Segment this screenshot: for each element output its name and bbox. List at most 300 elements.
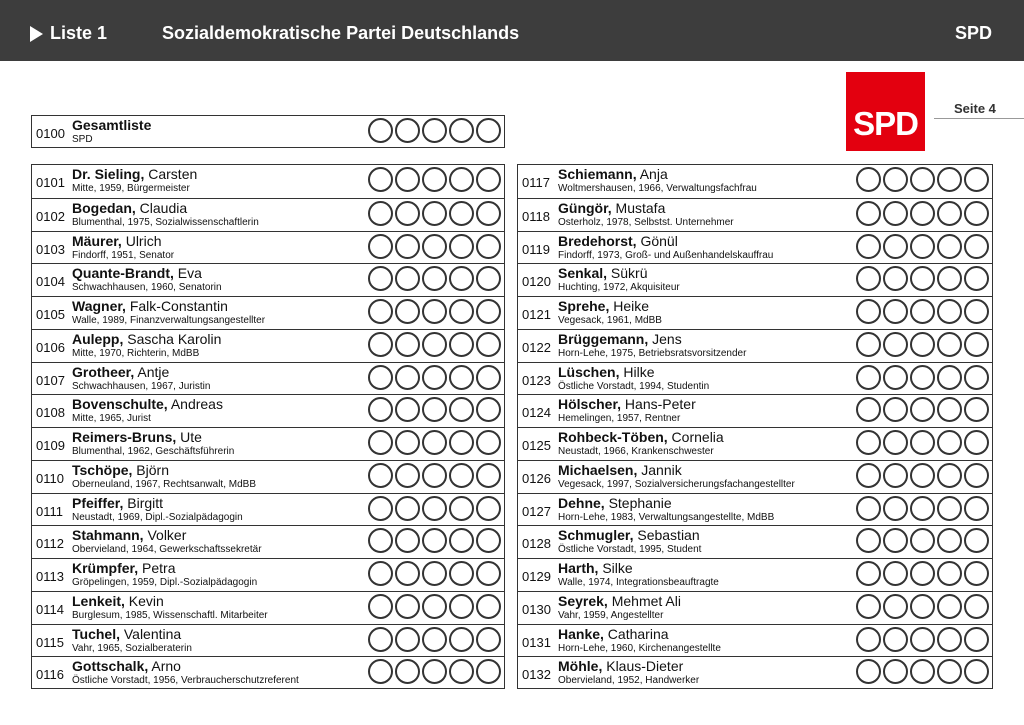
vote-circle[interactable] [449, 118, 474, 143]
candidate-name [72, 364, 169, 380]
vote-circles [368, 561, 501, 586]
candidate-number: 0107 [36, 372, 65, 388]
vote-circle[interactable] [476, 463, 501, 488]
vote-circle[interactable] [476, 118, 501, 143]
vote-circle[interactable] [856, 167, 881, 192]
vote-circle[interactable] [910, 167, 935, 192]
candidate-last-name: Lüschen, [558, 363, 620, 380]
vote-circles [856, 397, 989, 422]
vote-circle[interactable] [368, 659, 393, 684]
candidate-row [32, 427, 504, 460]
candidate-row [518, 231, 992, 264]
vote-circle[interactable] [910, 463, 935, 488]
vote-circle[interactable] [395, 561, 420, 586]
vote-circle[interactable] [964, 627, 989, 652]
candidate-last-name: Quante-Brandt, [72, 265, 174, 282]
candidate-name [72, 429, 202, 445]
candidate-last-name: Hölscher, [558, 396, 622, 413]
candidate-number: 0105 [36, 307, 65, 322]
vote-circle[interactable] [395, 332, 420, 357]
vote-circles [368, 528, 501, 553]
candidate-number: 0130 [522, 601, 551, 617]
vote-circle[interactable] [449, 201, 474, 226]
candidate-name [72, 265, 202, 281]
vote-circles [856, 266, 989, 291]
vote-circle[interactable] [395, 463, 420, 488]
vote-circle[interactable] [937, 299, 962, 324]
candidate-first-name: Gönül [636, 232, 678, 249]
vote-circle[interactable] [910, 266, 935, 291]
candidate-row [518, 427, 992, 460]
vote-circle[interactable] [937, 167, 962, 192]
vote-circle[interactable] [937, 365, 962, 390]
vote-circle[interactable] [368, 594, 393, 619]
candidate-last-name: Reimers-Bruns, [72, 429, 177, 445]
candidate-first-name: Kevin [124, 592, 164, 609]
vote-circle[interactable] [422, 496, 447, 521]
candidate-last-name: Krümpfer, [72, 560, 139, 576]
vote-circle[interactable] [964, 365, 989, 390]
vote-circle[interactable] [449, 561, 474, 586]
candidate-name [558, 527, 700, 543]
vote-circle[interactable] [856, 561, 881, 586]
candidate-first-name: Hilke [619, 363, 655, 380]
page-label-divider [934, 118, 1024, 119]
vote-circle[interactable] [883, 463, 908, 488]
candidate-name [72, 166, 197, 182]
vote-circle[interactable] [476, 234, 501, 259]
vote-circle[interactable] [422, 430, 447, 455]
vote-circle[interactable] [449, 496, 474, 521]
vote-circle[interactable] [964, 299, 989, 324]
vote-circle[interactable] [856, 234, 881, 259]
candidate-number: 0103 [36, 241, 65, 257]
vote-circles [368, 496, 501, 521]
candidate-row [518, 263, 992, 296]
page-label: Seite 4 [954, 101, 996, 116]
candidate-number: 0104 [36, 274, 65, 290]
candidate-name [558, 233, 678, 249]
vote-circle[interactable] [964, 496, 989, 521]
vote-circle[interactable] [910, 332, 935, 357]
vote-circle[interactable] [422, 528, 447, 553]
vote-circle[interactable] [368, 201, 393, 226]
candidate-row [518, 558, 992, 591]
vote-circle[interactable] [422, 397, 447, 422]
candidate-name [72, 298, 228, 314]
candidate-number: 0117 [522, 175, 550, 190]
vote-circles [368, 397, 501, 422]
vote-circle[interactable] [449, 397, 474, 422]
vote-circle[interactable] [856, 201, 881, 226]
vote-circle[interactable] [395, 201, 420, 226]
candidate-row [32, 296, 504, 329]
candidate-detail: Osterholz, 1978, Selbstst. Unternehmer [558, 216, 734, 228]
vote-circle[interactable] [368, 496, 393, 521]
candidate-first-name: Volker [143, 527, 187, 544]
candidate-name [558, 593, 681, 609]
vote-circle[interactable] [856, 397, 881, 422]
candidate-row [518, 329, 992, 362]
vote-circle[interactable] [883, 496, 908, 521]
vote-circle[interactable] [910, 234, 935, 259]
candidate-name [72, 626, 181, 642]
vote-circle[interactable] [856, 332, 881, 357]
vote-circle[interactable] [937, 594, 962, 619]
candidate-detail: Huchting, 1972, Akquisiteur [558, 282, 680, 294]
list-label: Liste 1 [50, 23, 108, 43]
candidate-last-name: Brüggemann, [558, 330, 649, 347]
candidate-last-name: Senkal, [558, 265, 608, 282]
vote-circle[interactable] [910, 299, 935, 324]
candidate-last-name: Seyrek, [558, 592, 608, 609]
candidate-row [32, 558, 504, 591]
candidate-detail: Walle, 1989, Finanzverwaltungsangestellter [72, 315, 266, 326]
vote-circle[interactable] [937, 561, 962, 586]
vote-circle[interactable] [476, 397, 501, 422]
vote-circle[interactable] [422, 118, 447, 143]
candidate-last-name: Schmugler, [558, 527, 634, 544]
vote-circle[interactable] [395, 234, 420, 259]
vote-circle[interactable] [449, 167, 474, 192]
vote-circle[interactable] [395, 430, 420, 455]
vote-circle[interactable] [856, 528, 881, 553]
candidate-detail: Walle, 1974, Integrationsbeauftragte [558, 577, 719, 588]
right-candidate-list [517, 164, 993, 689]
vote-circle[interactable] [476, 266, 501, 291]
candidate-detail: Horn-Lehe, 1975, Betriebsratsvorsitzender [558, 347, 747, 359]
vote-circle[interactable] [422, 561, 447, 586]
candidate-last-name: Schiemann, [558, 166, 637, 182]
candidate-first-name: Valentina [119, 625, 182, 642]
vote-circle[interactable] [856, 463, 881, 488]
vote-circle[interactable] [476, 627, 501, 652]
vote-circle[interactable] [883, 234, 908, 259]
vote-circle[interactable] [395, 397, 420, 422]
vote-circle[interactable] [910, 594, 935, 619]
candidate-detail: Oberneuland, 1967, Rechtsanwalt, MdBB [72, 478, 256, 490]
candidate-first-name: Petra [138, 560, 176, 576]
vote-circle[interactable] [883, 266, 908, 291]
vote-circle[interactable] [422, 299, 447, 324]
candidate-row [32, 362, 504, 395]
vote-circle[interactable] [883, 299, 908, 324]
candidate-row [518, 362, 992, 395]
candidate-last-name: Wagner, [72, 298, 126, 314]
vote-circle[interactable] [910, 201, 935, 226]
vote-circle[interactable] [856, 659, 881, 684]
vote-circle[interactable] [476, 561, 501, 586]
vote-circle[interactable] [422, 332, 447, 357]
vote-circle[interactable] [449, 594, 474, 619]
vote-circle[interactable] [395, 266, 420, 291]
vote-circle[interactable] [368, 463, 393, 488]
candidate-row [32, 460, 504, 493]
vote-circle[interactable] [964, 463, 989, 488]
vote-circle[interactable] [476, 365, 501, 390]
vote-circle[interactable] [883, 397, 908, 422]
vote-circle[interactable] [883, 201, 908, 226]
vote-circle[interactable] [964, 266, 989, 291]
vote-circle[interactable] [422, 659, 447, 684]
vote-circle[interactable] [476, 496, 501, 521]
candidate-detail: Blumenthal, 1962, Geschäftsführerin [72, 446, 235, 457]
vote-circle[interactable] [937, 659, 962, 684]
candidate-name [558, 331, 682, 347]
vote-circle[interactable] [856, 266, 881, 291]
vote-circle[interactable] [422, 365, 447, 390]
vote-circle[interactable] [449, 627, 474, 652]
candidate-detail: Vegesack, 1997, Sozialversicherungsfachangestellter [558, 478, 795, 490]
vote-circle[interactable] [964, 561, 989, 586]
candidate-detail: Findorff, 1951, Senator [72, 249, 175, 261]
vote-circle[interactable] [883, 365, 908, 390]
candidate-row [518, 525, 992, 558]
vote-circle[interactable] [449, 463, 474, 488]
vote-circle[interactable] [422, 234, 447, 259]
candidate-name [72, 495, 163, 511]
vote-circle[interactable] [422, 627, 447, 652]
vote-circle[interactable] [964, 332, 989, 357]
vote-circle[interactable] [964, 528, 989, 553]
vote-circle[interactable] [368, 430, 393, 455]
candidate-number: 0128 [522, 536, 551, 552]
candidate-last-name: Tuchel, [72, 625, 120, 642]
vote-circle[interactable] [883, 561, 908, 586]
vote-circle[interactable] [937, 496, 962, 521]
vote-circles [856, 659, 989, 684]
vote-circles [856, 496, 989, 521]
vote-circle[interactable] [964, 201, 989, 226]
candidate-name [558, 364, 654, 380]
candidate-number: 0114 [36, 601, 64, 617]
candidate-row [518, 624, 992, 657]
vote-circle[interactable] [449, 430, 474, 455]
vote-circle[interactable] [856, 594, 881, 619]
vote-circle[interactable] [910, 528, 935, 553]
vote-circle[interactable] [964, 594, 989, 619]
candidate-first-name: Sebastian [633, 527, 700, 544]
candidate-number: 0121 [522, 307, 551, 322]
vote-circles [368, 299, 501, 324]
gesamtliste-box [31, 115, 505, 148]
vote-circle[interactable] [883, 594, 908, 619]
vote-circle[interactable] [937, 332, 962, 357]
vote-circle[interactable] [910, 365, 935, 390]
vote-circle[interactable] [449, 266, 474, 291]
candidate-detail: Gröpelingen, 1959, Dipl.-Sozialpädagogin [72, 577, 258, 588]
vote-circle[interactable] [422, 167, 447, 192]
candidate-detail: Mitte, 1959, Bürgermeister [72, 183, 190, 194]
vote-circle[interactable] [368, 627, 393, 652]
vote-circles [368, 167, 501, 192]
candidate-first-name: Jannik [637, 461, 682, 478]
vote-circle[interactable] [395, 365, 420, 390]
vote-circle[interactable] [449, 659, 474, 684]
vote-circle[interactable] [964, 430, 989, 455]
candidate-row [518, 656, 992, 689]
vote-circles [856, 528, 989, 553]
candidate-number: 0124 [522, 405, 551, 421]
vote-circle[interactable] [449, 528, 474, 553]
vote-circle[interactable] [964, 167, 989, 192]
vote-circles [856, 332, 989, 357]
candidate-number: 0129 [522, 569, 551, 584]
vote-circle[interactable] [422, 201, 447, 226]
candidate-row [32, 329, 504, 362]
vote-circle[interactable] [937, 430, 962, 455]
vote-circle[interactable] [910, 496, 935, 521]
vote-circle[interactable] [856, 299, 881, 324]
vote-circle[interactable] [910, 627, 935, 652]
candidate-detail: Östliche Vorstadt, 1956, Verbraucherschutzreferent [72, 675, 299, 687]
vote-circle[interactable] [476, 528, 501, 553]
vote-circle[interactable] [476, 201, 501, 226]
vote-circle[interactable] [476, 299, 501, 324]
candidate-row [518, 493, 992, 526]
vote-circles [856, 594, 989, 619]
vote-circle[interactable] [910, 659, 935, 684]
vote-circle[interactable] [368, 365, 393, 390]
vote-circle[interactable] [368, 118, 393, 143]
candidate-detail: Östliche Vorstadt, 1995, Student [558, 544, 702, 556]
vote-circles [856, 299, 989, 324]
vote-circle[interactable] [476, 430, 501, 455]
vote-circle[interactable] [937, 463, 962, 488]
candidate-last-name: Sprehe, [558, 298, 610, 314]
vote-circle[interactable] [368, 561, 393, 586]
vote-circles [368, 463, 501, 488]
vote-circle[interactable] [937, 528, 962, 553]
vote-circle[interactable] [883, 430, 908, 455]
candidate-detail: Findorff, 1973, Groß- und Außenhandelskauffrau [558, 249, 774, 261]
vote-circle[interactable] [476, 594, 501, 619]
vote-circle[interactable] [368, 528, 393, 553]
vote-circle[interactable] [476, 332, 501, 357]
vote-circles [856, 167, 989, 192]
vote-circle[interactable] [395, 299, 420, 324]
vote-circle[interactable] [368, 397, 393, 422]
vote-circle[interactable] [910, 430, 935, 455]
vote-circle[interactable] [368, 266, 393, 291]
candidate-row [32, 591, 504, 624]
candidate-number: 0131 [522, 634, 551, 650]
candidate-number: 0132 [522, 667, 551, 683]
vote-circle[interactable] [422, 266, 447, 291]
vote-circle[interactable] [368, 167, 393, 192]
vote-circle[interactable] [883, 659, 908, 684]
vote-circle[interactable] [449, 234, 474, 259]
vote-circle[interactable] [937, 266, 962, 291]
vote-circles [368, 266, 501, 291]
candidate-name [72, 560, 175, 576]
candidate-last-name: Lenkeit, [72, 592, 125, 609]
candidate-last-name: Bredehorst, [558, 232, 637, 249]
candidate-number: 0123 [522, 372, 551, 388]
left-candidate-list [31, 164, 505, 689]
vote-circle[interactable] [856, 365, 881, 390]
vote-circle[interactable] [449, 365, 474, 390]
candidate-first-name: Arno [148, 658, 181, 675]
candidate-number: 0119 [522, 241, 550, 257]
candidate-first-name: Ulrich [121, 232, 162, 249]
vote-circle[interactable] [449, 332, 474, 357]
candidate-last-name: Dr. Sieling, [72, 166, 145, 182]
vote-circle[interactable] [476, 167, 501, 192]
candidate-detail: Burglesum, 1985, Wissenschaftl. Mitarbeiter [72, 609, 268, 621]
vote-circle[interactable] [395, 167, 420, 192]
vote-circle[interactable] [856, 627, 881, 652]
candidate-last-name: Mäurer, [72, 232, 122, 249]
vote-circles [856, 365, 989, 390]
candidate-last-name: Stahmann, [72, 527, 144, 544]
candidate-last-name: Pfeiffer, [72, 494, 124, 511]
vote-circle[interactable] [856, 496, 881, 521]
vote-circle[interactable] [883, 167, 908, 192]
vote-circle[interactable] [476, 659, 501, 684]
candidate-number: 0127 [522, 503, 551, 519]
candidate-name [72, 462, 169, 478]
vote-circle[interactable] [395, 118, 420, 143]
vote-circles [856, 463, 989, 488]
vote-circle[interactable] [937, 627, 962, 652]
vote-circle[interactable] [883, 627, 908, 652]
candidate-last-name: Michaelsen, [558, 461, 638, 478]
candidate-name [558, 429, 724, 445]
candidate-detail: Mitte, 1965, Jurist [72, 413, 151, 425]
candidate-name [558, 626, 669, 642]
candidate-row [32, 624, 504, 657]
vote-circle[interactable] [856, 430, 881, 455]
vote-circle[interactable] [964, 397, 989, 422]
vote-circle[interactable] [422, 594, 447, 619]
candidate-row [518, 394, 992, 427]
vote-circle[interactable] [910, 561, 935, 586]
vote-circle[interactable] [910, 397, 935, 422]
vote-circle[interactable] [449, 299, 474, 324]
gesamtliste-row [32, 116, 504, 149]
candidate-name [72, 331, 221, 347]
candidate-name [558, 200, 665, 216]
candidate-first-name: Catharina [603, 625, 669, 642]
vote-circle[interactable] [395, 496, 420, 521]
vote-circle[interactable] [395, 627, 420, 652]
vote-circle[interactable] [883, 528, 908, 553]
candidate-number: 0101 [36, 175, 65, 190]
candidate-row [32, 198, 504, 231]
vote-circle[interactable] [368, 332, 393, 357]
vote-circle[interactable] [937, 234, 962, 259]
candidate-number: 0126 [522, 470, 551, 486]
vote-circle[interactable] [964, 234, 989, 259]
candidate-last-name: Tschöpe, [72, 461, 133, 478]
vote-circle[interactable] [368, 234, 393, 259]
vote-circle[interactable] [937, 397, 962, 422]
candidate-number: 0125 [522, 438, 551, 453]
vote-circle[interactable] [395, 528, 420, 553]
vote-circle[interactable] [883, 332, 908, 357]
vote-circle[interactable] [395, 659, 420, 684]
candidate-row [518, 165, 992, 198]
vote-circle[interactable] [937, 201, 962, 226]
vote-circle[interactable] [964, 659, 989, 684]
candidate-first-name: Andreas [167, 396, 223, 413]
vote-circle[interactable] [395, 594, 420, 619]
candidate-row [518, 460, 992, 493]
vote-circle[interactable] [368, 299, 393, 324]
vote-circle[interactable] [422, 463, 447, 488]
candidate-detail: Horn-Lehe, 1983, Verwaltungsangestellte, MdBB [558, 511, 775, 523]
